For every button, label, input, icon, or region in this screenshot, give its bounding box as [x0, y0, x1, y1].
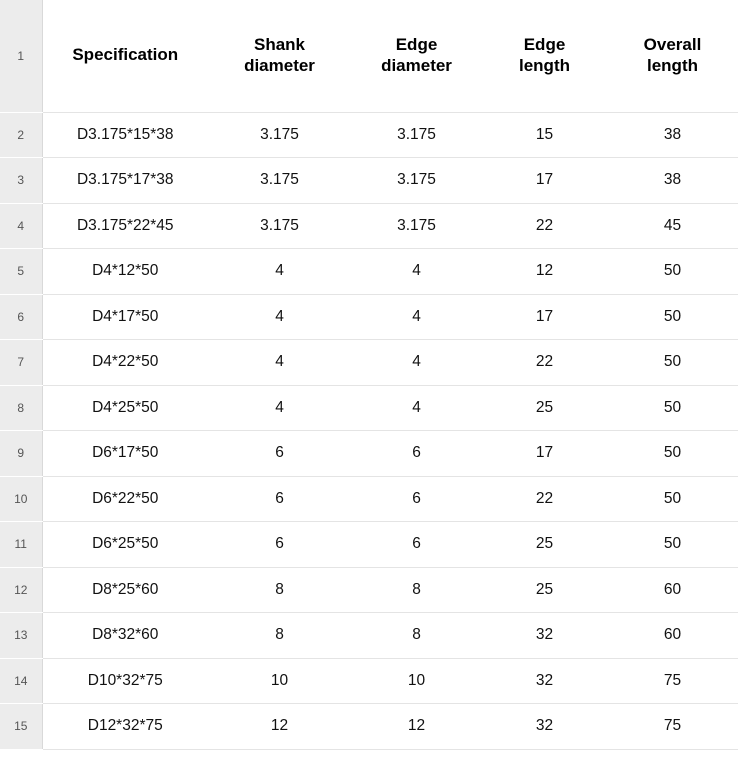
table-row — [0, 613, 738, 659]
cell-edge-length[interactable]: 17 — [482, 431, 607, 477]
table-row — [0, 249, 738, 295]
table-row — [0, 431, 738, 477]
cell-edge-diameter[interactable]: 3.175 — [351, 203, 482, 249]
cell-shank-diameter[interactable]: 4 — [208, 340, 351, 386]
cell-overall-length[interactable]: 38 — [607, 158, 738, 204]
cell-edge-length[interactable]: 12 — [482, 249, 607, 295]
cell-shank-diameter[interactable]: 12 — [208, 704, 351, 750]
cell-specification[interactable]: D10*32*75 — [42, 658, 208, 704]
cell-overall-length[interactable]: 60 — [607, 613, 738, 659]
header-cell-overall-length[interactable] — [607, 0, 738, 112]
cell-overall-length[interactable]: 50 — [607, 249, 738, 295]
header-shank-diameter-line1: Shank — [253, 35, 306, 55]
cell-edge-length[interactable]: 22 — [482, 476, 607, 522]
cell-overall-length[interactable]: 75 — [607, 658, 738, 704]
cell-edge-diameter[interactable]: 6 — [351, 476, 482, 522]
table-row — [0, 704, 738, 750]
cell-edge-diameter[interactable]: 4 — [351, 385, 482, 431]
header-edge-diameter-line1: Edge — [395, 35, 438, 55]
cell-specification[interactable]: D4*22*50 — [42, 340, 208, 386]
header-cell-edge-diameter[interactable] — [351, 0, 482, 112]
cell-shank-diameter[interactable]: 8 — [208, 613, 351, 659]
header-overall-length-line2: length — [647, 55, 698, 75]
cell-specification[interactable]: D6*17*50 — [42, 431, 208, 477]
table-row — [0, 112, 738, 158]
cell-specification[interactable]: D4*12*50 — [42, 249, 208, 295]
table-row — [0, 385, 738, 431]
header-cell-specification[interactable] — [42, 0, 208, 112]
cell-shank-diameter[interactable]: 3.175 — [208, 158, 351, 204]
cell-edge-diameter[interactable]: 4 — [351, 249, 482, 295]
header-edge-length-line2: length — [519, 55, 570, 75]
row-number-9[interactable]: 9 — [0, 431, 42, 477]
cell-edge-length[interactable]: 32 — [482, 704, 607, 750]
cell-edge-diameter[interactable]: 8 — [351, 613, 482, 659]
cell-edge-diameter[interactable]: 8 — [351, 567, 482, 613]
cell-specification[interactable]: D12*32*75 — [42, 704, 208, 750]
cell-edge-diameter[interactable]: 4 — [351, 340, 482, 386]
table-row — [0, 658, 738, 704]
cell-edge-diameter[interactable]: 3.175 — [351, 158, 482, 204]
cell-overall-length[interactable]: 50 — [607, 431, 738, 477]
cell-edge-length[interactable]: 25 — [482, 522, 607, 568]
cell-edge-diameter[interactable]: 10 — [351, 658, 482, 704]
cell-edge-length[interactable]: 25 — [482, 567, 607, 613]
cell-overall-length[interactable]: 75 — [607, 704, 738, 750]
cell-shank-diameter[interactable]: 6 — [208, 522, 351, 568]
cell-shank-diameter[interactable]: 6 — [208, 476, 351, 522]
cell-edge-length[interactable]: 25 — [482, 385, 607, 431]
row-number-6[interactable]: 6 — [0, 294, 42, 340]
row-number-13[interactable]: 13 — [0, 613, 42, 659]
cell-edge-length[interactable]: 32 — [482, 658, 607, 704]
cell-specification[interactable]: D4*25*50 — [42, 385, 208, 431]
cell-shank-diameter[interactable]: 10 — [208, 658, 351, 704]
cell-shank-diameter[interactable]: 3.175 — [208, 203, 351, 249]
table-row — [0, 158, 738, 204]
table-row — [0, 476, 738, 522]
cell-edge-length[interactable]: 22 — [482, 340, 607, 386]
cell-overall-length[interactable]: 50 — [607, 522, 738, 568]
cell-overall-length[interactable]: 50 — [607, 340, 738, 386]
cell-edge-diameter[interactable]: 6 — [351, 522, 482, 568]
cell-edge-diameter[interactable]: 4 — [351, 294, 482, 340]
cell-overall-length[interactable]: 60 — [607, 567, 738, 613]
row-number-12[interactable]: 12 — [0, 567, 42, 613]
cell-edge-diameter[interactable]: 12 — [351, 704, 482, 750]
row-number-8[interactable]: 8 — [0, 385, 42, 431]
cell-specification[interactable]: D3.175*15*38 — [42, 112, 208, 158]
table-row — [0, 522, 738, 568]
table-row — [0, 567, 738, 613]
row-number-10[interactable]: 10 — [0, 476, 42, 522]
header-specification-label: Specification — [72, 45, 179, 65]
cell-shank-diameter[interactable]: 4 — [208, 294, 351, 340]
row-number-7[interactable]: 7 — [0, 340, 42, 386]
header-edge-length-line1: Edge — [523, 35, 566, 55]
cell-shank-diameter[interactable]: 3.175 — [208, 112, 351, 158]
cell-overall-length[interactable]: 50 — [607, 385, 738, 431]
cell-edge-length[interactable]: 17 — [482, 158, 607, 204]
cell-edge-length[interactable]: 32 — [482, 613, 607, 659]
header-cell-shank-diameter[interactable] — [208, 0, 351, 112]
cell-specification[interactable]: D3.175*22*45 — [42, 203, 208, 249]
row-number-11[interactable]: 11 — [0, 522, 42, 568]
cell-specification[interactable]: D8*25*60 — [42, 567, 208, 613]
cell-overall-length[interactable]: 50 — [607, 476, 738, 522]
cell-edge-length[interactable]: 17 — [482, 294, 607, 340]
row-number-5[interactable]: 5 — [0, 249, 42, 295]
table-row — [0, 203, 738, 249]
header-cell-edge-length[interactable] — [482, 0, 607, 112]
cell-edge-length[interactable]: 22 — [482, 203, 607, 249]
cell-specification[interactable]: D4*17*50 — [42, 294, 208, 340]
table-row — [0, 340, 738, 386]
cell-shank-diameter[interactable]: 4 — [208, 249, 351, 295]
cell-overall-length[interactable]: 38 — [607, 112, 738, 158]
header-shank-diameter-line2: diameter — [244, 55, 315, 75]
row-number-3[interactable]: 3 — [0, 158, 42, 204]
cell-specification[interactable]: D3.175*17*38 — [42, 158, 208, 204]
row-number-2[interactable]: 2 — [0, 112, 42, 158]
table-row — [0, 294, 738, 340]
row-number-15[interactable]: 15 — [0, 704, 42, 750]
cell-shank-diameter[interactable]: 4 — [208, 385, 351, 431]
cell-specification[interactable]: D6*22*50 — [42, 476, 208, 522]
header-edge-diameter-line2: diameter — [381, 55, 452, 75]
cell-shank-diameter[interactable]: 6 — [208, 431, 351, 477]
header-overall-length-line1: Overall — [643, 35, 702, 55]
row-number-14[interactable]: 14 — [0, 658, 42, 704]
cell-specification[interactable]: D6*25*50 — [42, 522, 208, 568]
row-number-4[interactable]: 4 — [0, 203, 42, 249]
cell-edge-diameter[interactable]: 3.175 — [351, 112, 482, 158]
cell-overall-length[interactable]: 50 — [607, 294, 738, 340]
table-header-row — [0, 0, 738, 112]
cell-edge-length[interactable]: 15 — [482, 112, 607, 158]
cell-shank-diameter[interactable]: 8 — [208, 567, 351, 613]
cell-specification[interactable]: D8*32*60 — [42, 613, 208, 659]
cell-overall-length[interactable]: 45 — [607, 203, 738, 249]
row-number-1[interactable]: 1 — [0, 0, 42, 112]
cell-edge-diameter[interactable]: 6 — [351, 431, 482, 477]
